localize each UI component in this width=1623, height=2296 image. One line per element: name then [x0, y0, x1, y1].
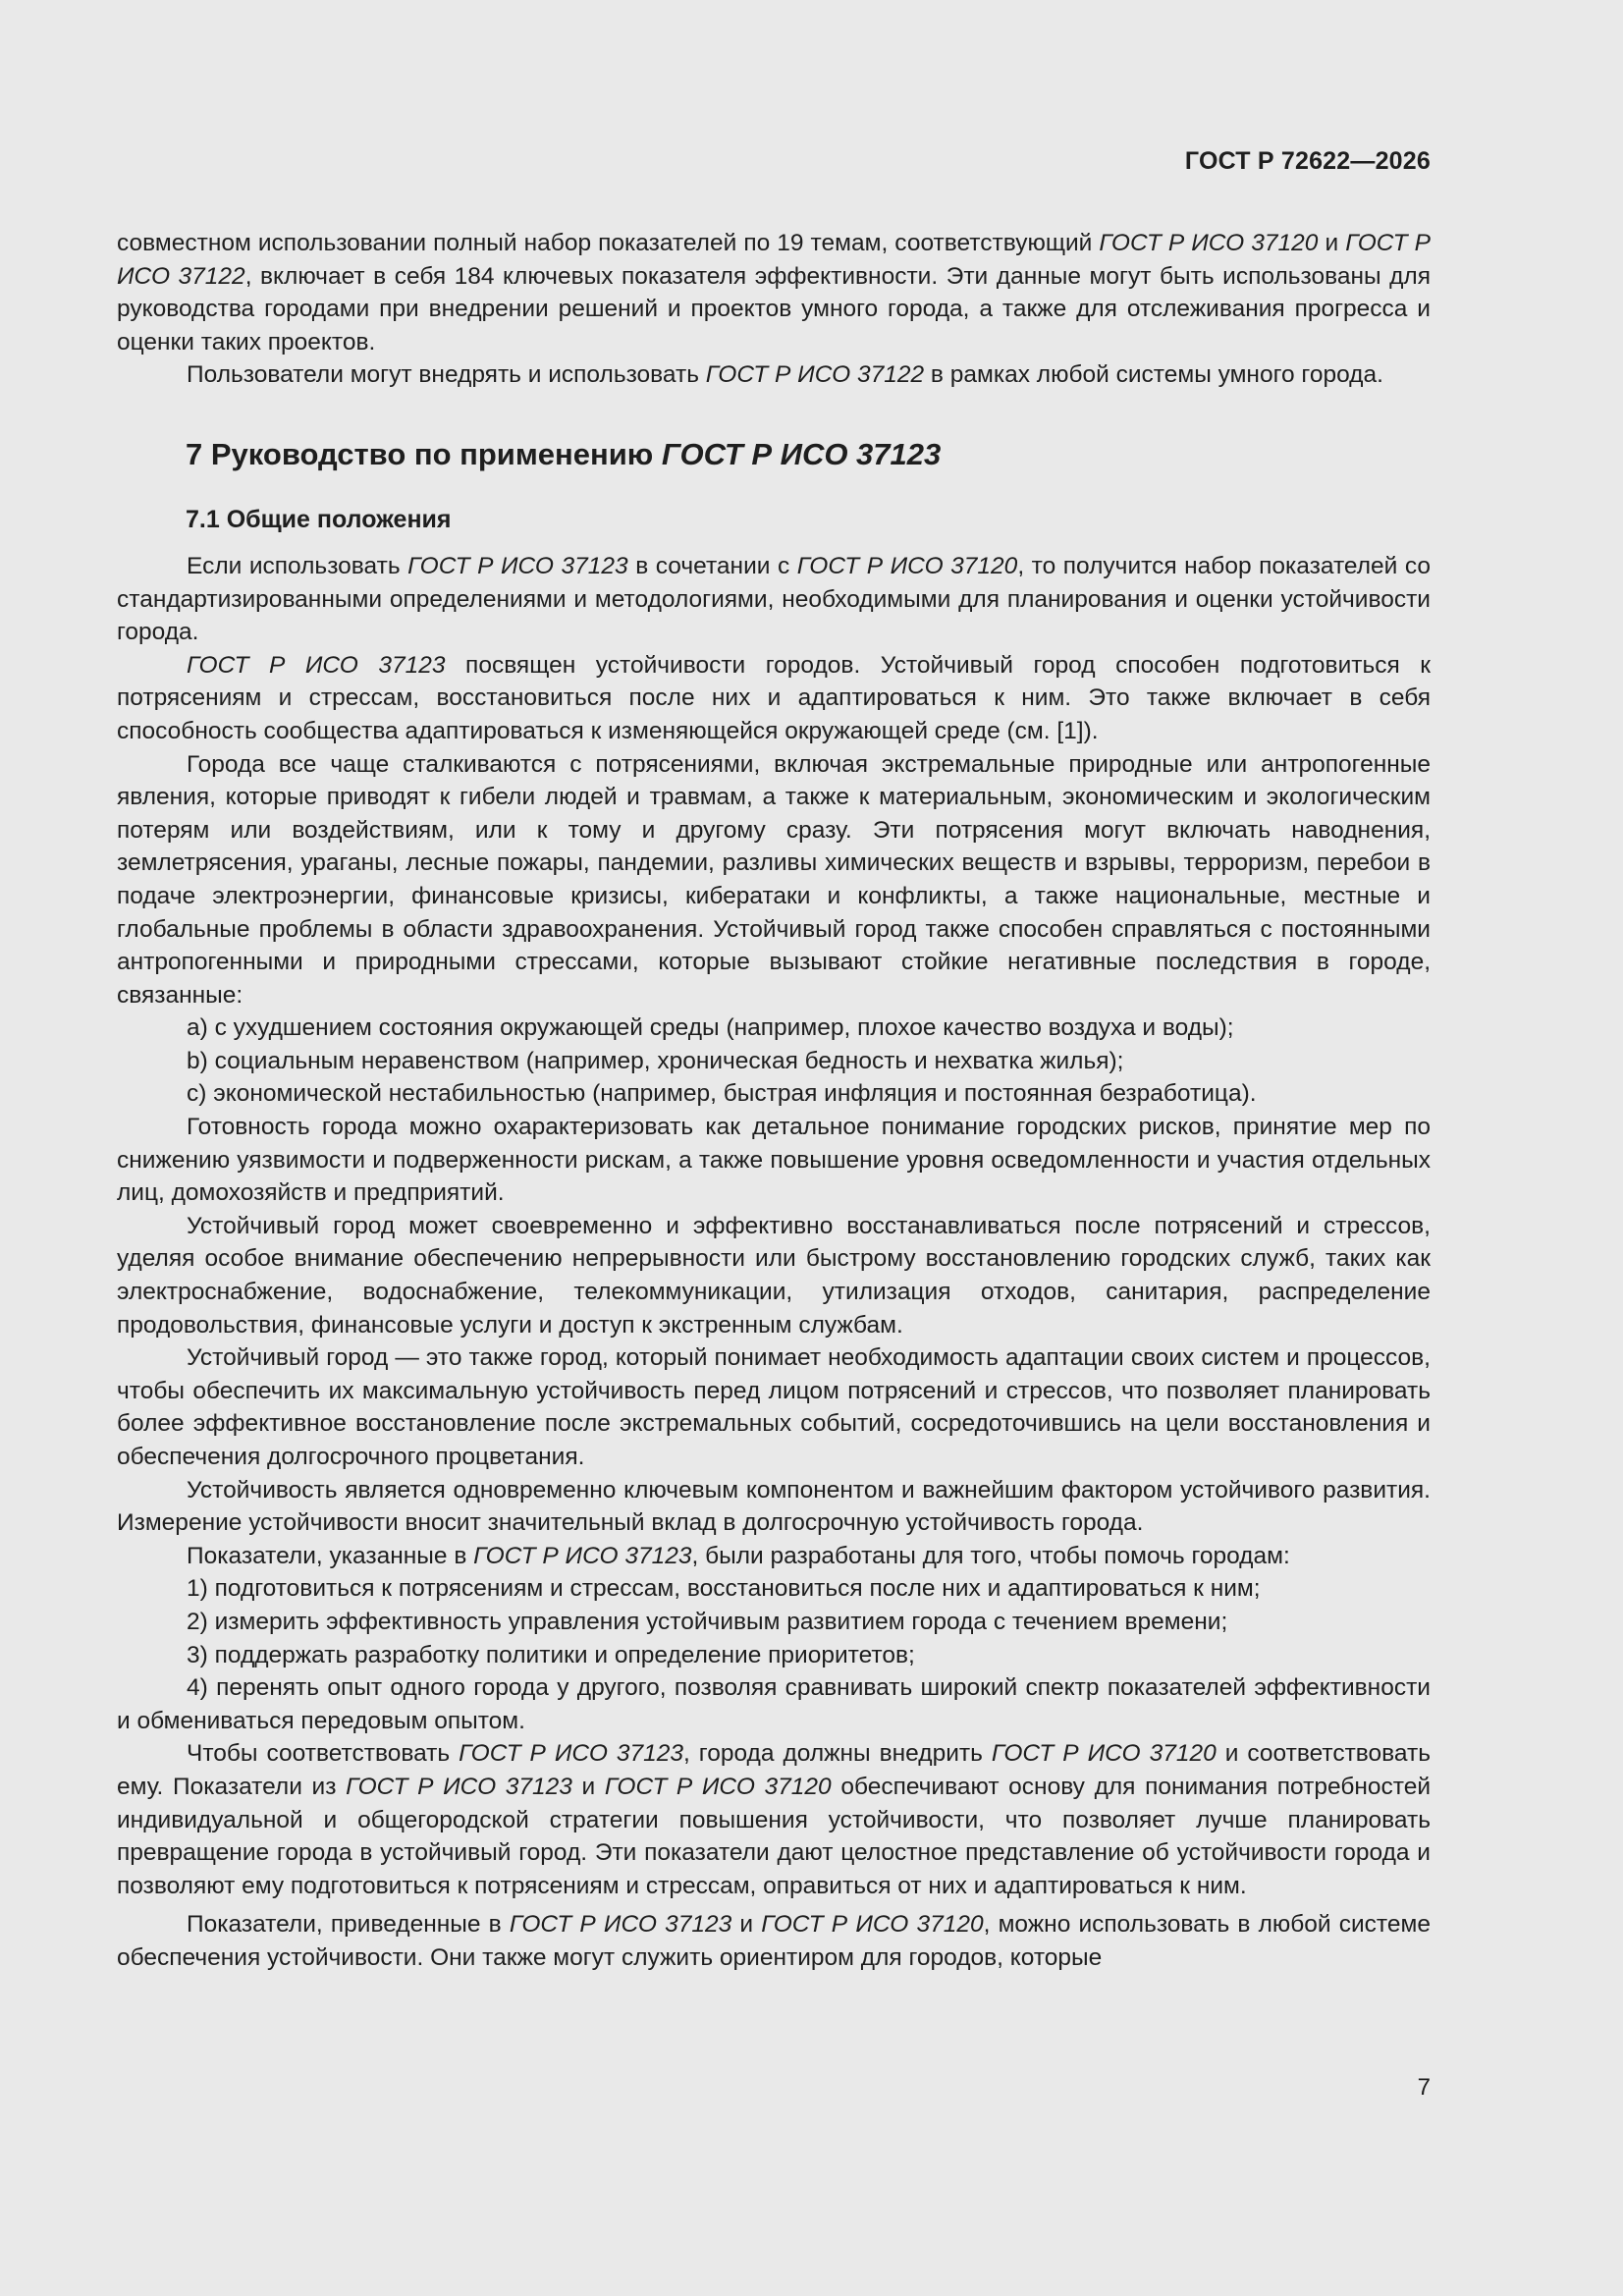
intro-paragraph-1 [117, 227, 1431, 358]
body-paragraph-10 [117, 1908, 1431, 1974]
standard-reference: ГОСТ Р ИСО 37123 [407, 552, 628, 579]
body-paragraph-1 [117, 550, 1431, 649]
body-paragraph-2 [117, 649, 1431, 748]
body-paragraph-9 [117, 1737, 1431, 1902]
intro-paragraph-2 [117, 358, 1431, 392]
standard-reference: ГОСТ Р ИСО 37120 [1099, 230, 1319, 256]
standard-reference: ГОСТ Р ИСО 37120 [991, 1740, 1217, 1768]
text-run: Пользователи могут внедрять и использовать [187, 361, 706, 389]
text-run: , включает в себя 184 ключевых показателя эффективности. Эти данные могут быть использованы для руководства городами при внедрении решений и проектов умного города, а также для отслеживания прогресса и оценки таких проектов. [117, 262, 1431, 355]
body-paragraph-5: Устойчивый город может своевременно и эффективно восстанавливаться после потрясений и стрессов, уделяя особое внимание обеспечению непрерывности или быстрому восстановлению городских служб, таких как электроснабжение, водоснабжение, телекоммуникации, утилизация отходов, санитария, распределение продовольствия, финансовые услуги и доступ к экстренным службам. [117, 1212, 1431, 1339]
text-run: Если использовать [187, 552, 408, 579]
text-run: , то получится набор показателей со стандартизированными определениями и методологиями, необходимыми для планирования и оценки устойчивости города. [117, 552, 1432, 646]
body-paragraph-4: Готовность города можно охарактеризовать как детальное понимание городских рисков, принятие мер по снижению уязвимости и подверженности рискам, а также повышение уровня осведомленности и участия отдельных лиц, домохозяйств и предприятий. [117, 1114, 1431, 1207]
section-title: 7 Руководство по применению [186, 436, 662, 471]
list-item-c: с) экономической нестабильностью (например, быстрая инфляция и постоянная безработица). [187, 1080, 1257, 1108]
numbered-item-2: 2) измерить эффективность управления устойчивым развитием города с течением времени; [187, 1608, 1228, 1635]
standard-reference: ГОСТ Р ИСО 37123 [346, 1773, 572, 1800]
standard-reference: ГОСТ Р ИСО 37120 [761, 1911, 984, 1939]
text-run: , можно использовать в любой системе обеспечения устойчивости. Они также могут служить ориентиром для городов, которые [117, 1911, 1431, 1971]
standard-reference: ГОСТ Р ИСО 37123 [661, 436, 942, 471]
text-run: обеспечивают основу для понимания потребностей индивидуальной и общегородской стратегии повышения устойчивости, что позволяет лучше планировать превращение города в устойчивый город. Эти показатели дают целостное представление об устойчивости города и позволяют ему подготовиться к потрясениям и стрессам, оправиться от них и адаптироваться к ним. [117, 1773, 1432, 1899]
text-run: посвящен устойчивости городов. Устойчивый город способен подготовиться к потрясениям и стрессам, восстановиться после них и адаптироваться к ним. Это также включает в себя способность сообщества адаптироваться к изменяющейся окружающей среде (см. [1]). [117, 651, 1432, 744]
text-run: совместном использовании полный набор показателей по 19 темам, соответствующий [117, 230, 1100, 256]
numbered-item-1: 1) подготовиться к потрясениям и стрессам, восстановиться после них и адаптироваться к ним; [187, 1575, 1261, 1603]
text-run: , города должны внедрить [683, 1740, 992, 1768]
page-number: 7 [1417, 2074, 1431, 2101]
body-paragraph-3: Города все чаще сталкиваются с потрясениями, включая экстремальные природные или антропогенные явления, которые приводят к гибели людей и травмам, а также к материальным, экономическим и экологическим потерям или воздействиям, или к тому и другому сразу. Эти потрясения могут включать наводнения, землетрясения, ураганы, лесные пожары, пандемии, разливы химических веществ и взрывы, терроризм, перебои в подаче электроэнергии, финансовые кризисы, кибератаки и конфликты, а также национальные, местные и глобальные проблемы в области здравоохранения. Устойчивый город также способен справляться с постоянными антропогенными и природными стрессами, которые вызывают стойкие негативные последствия в городе, связанные: [117, 750, 1431, 1009]
standard-reference: ГОСТ Р ИСО 37122 [705, 361, 925, 389]
standard-reference: ГОСТ Р ИСО 37123 [509, 1911, 732, 1939]
subsection-heading: 7.1 Общие положения [186, 505, 452, 533]
standard-reference: ГОСТ Р ИСО 37123 [473, 1542, 692, 1569]
text-run: , были разработаны для того, чтобы помочь городам: [691, 1542, 1290, 1569]
standard-reference: ГОСТ Р ИСО 37123 [459, 1740, 683, 1768]
text-run: и [571, 1773, 605, 1800]
text-run: Чтобы соответствовать [187, 1740, 460, 1768]
body-paragraph-7: Устойчивость является одновременно ключевым компонентом и важнейшим фактором устойчивого развития. Измерение устойчивости вносит значительный вклад в долгосрочную устойчивость города. [117, 1476, 1431, 1537]
body-paragraph-6: Устойчивый город — это также город, который понимает необходимость адаптации своих систем и процессов, чтобы обеспечить их максимальную устойчивость перед лицом потрясений и стрессов, что позволяет планировать более эффективное восстановление после экстремальных событий, сосредоточившись на цели восстановления и обеспечения долгосрочного процветания. [117, 1344, 1431, 1470]
numbered-item-3: 3) поддержать разработку политики и определение приоритетов; [187, 1641, 915, 1668]
text-run: и [1318, 230, 1346, 256]
body-paragraph-8 [117, 1540, 1431, 1573]
text-run: и соответствовать ему. Показатели из [117, 1740, 1431, 1800]
standard-reference: ГОСТ Р ИСО 37120 [796, 552, 1018, 579]
document-number-header: ГОСТ Р 72622—2026 [1184, 147, 1431, 175]
text-run: и [731, 1911, 762, 1939]
numbered-item-4: 4) перенять опыт одного города у другого, позволяя сравнивать широкий спектр показателей эффективности и обмениваться передовым опытом. [117, 1674, 1431, 1734]
text-run: Показатели, указанные в [187, 1542, 474, 1569]
section-heading [186, 435, 1431, 474]
standard-reference: ГОСТ Р ИСО 37122 [117, 230, 1432, 290]
list-item-a: а) с ухудшением состояния окружающей среды (например, плохое качество воздуха и воды); [187, 1014, 1234, 1042]
text-run: в сочетании с [627, 552, 797, 579]
standard-reference: ГОСТ Р ИСО 37123 [187, 651, 446, 679]
standard-reference: ГОСТ Р ИСО 37120 [604, 1773, 832, 1800]
text-run: в рамках любой системы умного города. [924, 361, 1383, 389]
list-item-b: b) социальным неравенством (например, хроническая бедность и нехватка жилья); [187, 1047, 1124, 1074]
text-run: Показатели, приведенные в [187, 1911, 510, 1939]
page-content [117, 227, 1431, 1975]
